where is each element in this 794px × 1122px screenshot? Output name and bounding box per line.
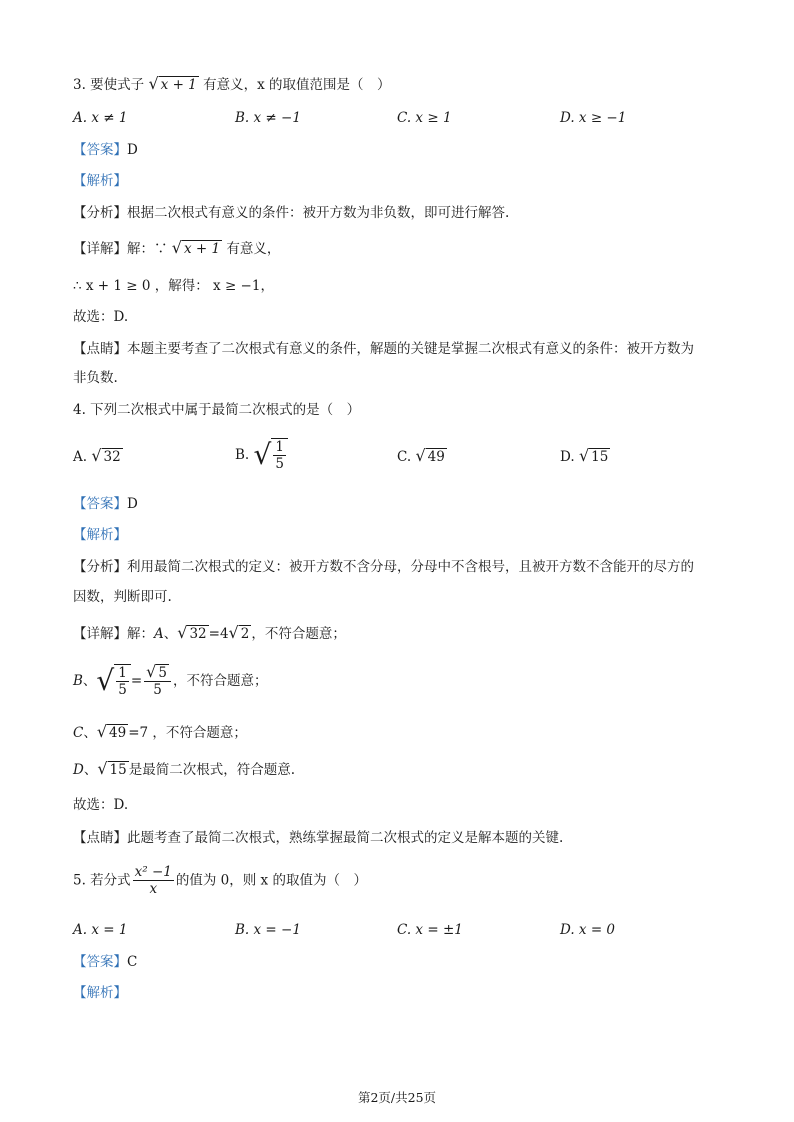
q3-analysis-tag: 【解析】	[73, 173, 127, 189]
q5-option-d: D. x = 0	[560, 922, 616, 938]
q3-xj-radical: √ x + 1	[171, 238, 221, 257]
q5-fraction: $\frac{\text{x² −1}}{x}$	[134, 864, 172, 897]
q4-answer-tag: 【答案】	[73, 496, 127, 512]
q4-xiangjie-tag: 【详解】	[73, 626, 127, 642]
page-footer: 第2页/共25页	[357, 1090, 437, 1105]
q4-option-a: A. √ 32	[73, 446, 121, 465]
q4-option-d-radical: √ 15	[578, 446, 609, 465]
q3-stem-post: 有意义，x 的取值范围是（ ）	[203, 77, 391, 93]
q3-xiangjie-line	[73, 238, 280, 259]
q3-dianjing-line	[73, 339, 694, 359]
q3-choose-line: 故选：D.	[73, 309, 129, 325]
q3-option-b: B. x ≠ −1	[235, 110, 301, 126]
q3-answer-line	[73, 140, 138, 160]
q5-stem	[73, 864, 367, 897]
q4-fenxi-tag: 【分析】	[73, 559, 127, 575]
q5-answer-line	[73, 952, 137, 972]
q4-option-b-radical: √ $\frac{1}{5}$	[254, 438, 288, 472]
q4-fenxi-line	[73, 557, 694, 577]
q4-option-c-radical: √ 49	[415, 446, 445, 465]
q3-option-a: A. x ≠ 1	[73, 110, 128, 126]
q5-answer: C	[127, 954, 138, 970]
q3-option-d: D. x ≥ −1	[560, 110, 627, 126]
q4-xiangjie-b: B、√ $\frac{1}{5}$ = $\frac{√ 5}{5}$ ，不符合题意；	[73, 662, 268, 698]
q4-choose-line: 故选：D.	[73, 797, 129, 813]
q3-dianjing-2: 非负数.	[73, 370, 118, 386]
q5-option-b: B. x = −1	[235, 922, 301, 938]
q3-stem	[73, 74, 390, 95]
q3-xj-post: 有意义，	[226, 241, 281, 257]
q3-xiangjie-tag: 【详解】	[73, 241, 127, 257]
q5-stem-pre: 5. 若分式	[73, 872, 131, 889]
q3-fenxi-line	[73, 203, 509, 223]
q4-dianjing-tag: 【点睛】	[73, 830, 127, 846]
q4-option-c: C. √ 49	[397, 446, 445, 465]
q4-dianjing-line	[73, 828, 563, 848]
q5-answer-tag: 【答案】	[73, 954, 127, 970]
q3-xj-pre: 解：∵	[127, 241, 168, 257]
q3-solution-line: ∴ x + 1 ≥ 0 ，解得： x ≥ −1，	[73, 278, 274, 294]
q3-stem-pre: 3. 要使式子	[73, 77, 145, 93]
q4-stem: 4. 下列二次根式中属于最简二次根式的是（ ）	[73, 402, 361, 418]
q3-dianjing-1: 本题主要考查了二次根式有意义的条件，解题的关键是掌握二次根式有意义的条件：被开方数为	[127, 341, 694, 357]
q3-fenxi: 根据二次根式有意义的条件：被开方数为非负数，即可进行解答.	[127, 205, 510, 221]
q4-xiangjie-a: 【详解】解：A、√ 32 =4√ 2 ，不符合题意；	[73, 623, 346, 642]
q4-option-a-radical: √ 32	[91, 446, 121, 465]
q3-answer: D	[127, 142, 138, 158]
q4-fenxi-1: 利用最简二次根式的定义：被开方数不含分母，分母中不含根号，且被开方数不含能开的尽方的	[127, 559, 694, 575]
q4-xiangjie-d: D、√ 15 是最简二次根式，符合题意.	[73, 759, 296, 778]
q5-option-a: A. x = 1	[73, 922, 128, 938]
q4-analysis-tag: 【解析】	[73, 527, 127, 543]
q3-dianjing-tag: 【点睛】	[73, 341, 127, 357]
q3-option-c: C. x ≥ 1	[397, 110, 452, 126]
q4-option-b: B. √ $\frac{1}{5}$	[235, 438, 288, 472]
q5-stem-post: 的值为 0，则 x 的取值为（ ）	[175, 872, 367, 889]
q4-answer-line	[73, 494, 138, 514]
q5-option-c: C. x = ±1	[397, 922, 463, 938]
q3-radical: √ x + 1	[148, 74, 197, 93]
q5-analysis-tag: 【解析】	[73, 985, 127, 1001]
q4-dianjing: 此题考查了最简二次根式，熟练掌握最简二次根式的定义是解本题的关键.	[127, 830, 564, 846]
q4-option-d: D. √ 15	[560, 446, 609, 465]
q4-xiangjie-c: C、√ 49 =7 ，不符合题意；	[73, 722, 247, 741]
q3-fenxi-tag: 【分析】	[73, 205, 127, 221]
q4-fenxi-2: 因数，判断即可.	[73, 589, 172, 605]
q3-answer-tag: 【答案】	[73, 142, 127, 158]
q4-answer: D	[127, 496, 138, 512]
